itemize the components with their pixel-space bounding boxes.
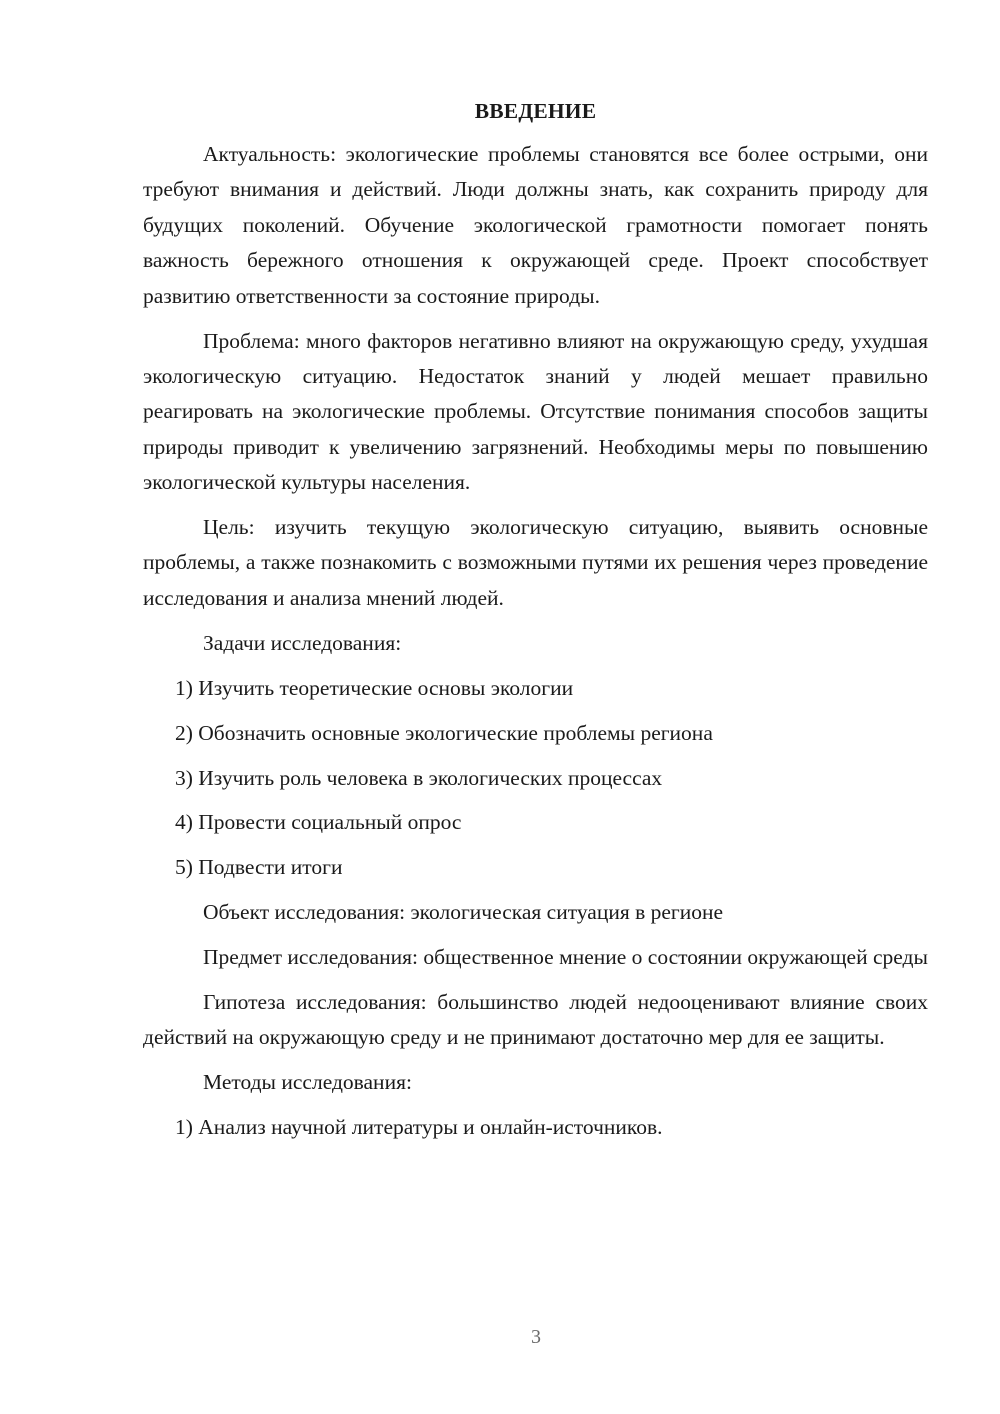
task-item: 1) Изучить теоретические основы экологии	[175, 675, 574, 700]
methods-heading: Методы исследования:	[203, 1070, 412, 1095]
research-subject: Предмет исследования: общественное мнение о состоянии окружающей среды	[203, 945, 928, 970]
research-hypothesis: Гипотеза исследования: большинство людей недооценивают влияние своих действий на окружающую среду и не принимают достаточно мер для ее защиты.	[143, 990, 928, 1050]
problem-paragraph: Проблема: много факторов негативно влияют на окружающую среду, ухудшая экологическую ситуацию. Недостаток знаний у людей мешает правильно реагировать на экологические проблемы. Отсутствие понимания способов защиты природы приводит к увеличению загрязнений. Необходимы меры по повышению экологической культуры населения.	[143, 328, 928, 495]
task-item: 4) Провести социальный опрос	[175, 810, 462, 835]
page-title: ВВЕДЕНИЕ	[474, 99, 597, 123]
method-item: 1) Анализ научной литературы и онлайн-источников.	[175, 1115, 663, 1140]
goal-paragraph: Цель: изучить текущую экологическую ситуацию, выявить основные проблемы, а также познакомить с возможными путями их решения через проведение исследования и анализа мнений людей.	[143, 515, 928, 610]
page-number: 3	[531, 1326, 541, 1348]
research-object: Объект исследования: экологическая ситуация в регионе	[203, 900, 724, 925]
task-item: 5) Подвести итоги	[175, 855, 343, 880]
relevance-paragraph: Актуальность: экологические проблемы становятся все более острыми, они требуют внимания и действий. Люди должны знать, как сохранить природу для будущих поколений. Обучение экологической грамотности помогает понять важность бережного отношения к окружающей среде. Проект способствует развитию ответственности за состояние природы.	[143, 142, 928, 308]
tasks-heading: Задачи исследования:	[203, 630, 402, 655]
task-item: 2) Обозначить основные экологические проблемы региона	[175, 720, 713, 745]
task-item: 3) Изучить роль человека в экологических процессах	[175, 765, 663, 790]
page-content	[143, 96, 928, 1155]
